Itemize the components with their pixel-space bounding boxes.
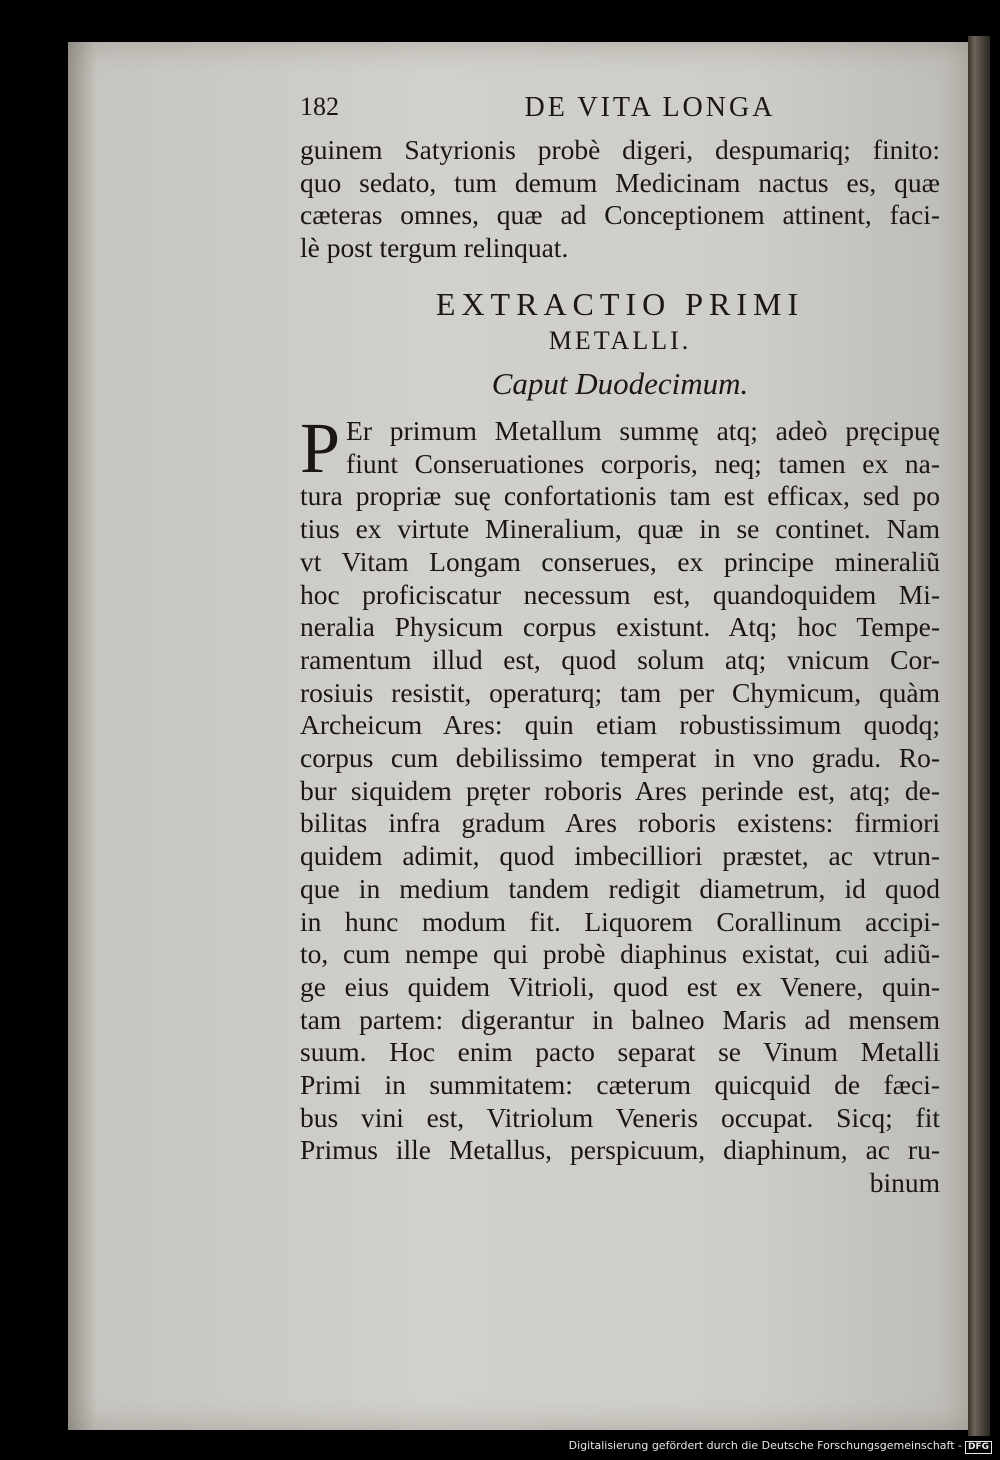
text-line: Primi in summitatem: cæterum quicquid de fæci- bbox=[300, 1069, 940, 1101]
text-line: quidem adimit, quod imbecilliori præstet, ac vtrun- bbox=[300, 840, 940, 872]
text-line: bilitas infra gradum Ares roboris existens: firmiori bbox=[300, 807, 940, 839]
text-line: que in medium tandem redigit diametrum, id quod bbox=[300, 872, 940, 904]
page-header bbox=[300, 92, 940, 126]
text-line: ge eius quidem Vitrioli, quod est ex Venere, quin- bbox=[300, 970, 940, 1002]
text-line: to, cum nempe qui probè diaphinus existat, cui adiũ- bbox=[300, 938, 940, 970]
text-line: cæteras omnes, quæ ad Conceptionem attinent, faci- bbox=[300, 199, 940, 231]
text-line: Primus ille Metallus, perspicuum, diaphinum, ac ru- bbox=[300, 1134, 940, 1166]
text-line: suum. Hoc enim pacto separat se Vinum Metalli bbox=[300, 1036, 940, 1068]
running-title: DE VITA LONGA bbox=[524, 92, 776, 123]
catchword: binum bbox=[869, 1167, 940, 1199]
text-line: tius ex virtute Mineralium, quæ in se continet. Nam bbox=[300, 513, 940, 545]
text-line: hoc proficiscatur necessum est, quandoquidem Mi- bbox=[300, 578, 940, 610]
text-line: quo sedato, tum demum Medicinam nactus es, quæ bbox=[300, 166, 940, 198]
text-line: tam partem: digerantur in balneo Maris ad mensem bbox=[300, 1003, 940, 1035]
text-line: guinem Satyrionis probè digeri, despumariq; finito: bbox=[300, 134, 940, 165]
text-line: ramentum illud est, quod solum atq; vnicum Cor- bbox=[300, 643, 940, 675]
page-number: 182 bbox=[300, 92, 339, 121]
text-line: vt Vitam Longam conserues, ex principe mineraliũ bbox=[300, 545, 940, 577]
text-line: bus vini est, Vitriolum Veneris occupat. Sicq; fit bbox=[300, 1101, 940, 1133]
text-line: rosiuis resistit, operaturq; tam per Chymicum, quàm bbox=[300, 676, 940, 708]
text-line: tura propriæ suę confortationis tam est efficax, sed po bbox=[300, 480, 940, 512]
intro-paragraph bbox=[300, 134, 940, 265]
chapter-title: Caput Duodecimum. bbox=[491, 366, 749, 401]
text-line: bur siquidem pręter roboris Ares perinde est, atq; de- bbox=[300, 774, 940, 806]
section-subheading: METALLI. bbox=[548, 326, 692, 355]
text-line: neralia Physicum corpus existunt. Atq; hoc Tempe- bbox=[300, 611, 940, 643]
text-line: lè post tergum relinquat. bbox=[300, 232, 569, 264]
body-paragraph bbox=[300, 408, 940, 1200]
section-heading: EXTRACTIO PRIMI bbox=[435, 286, 805, 322]
digitization-credit bbox=[569, 1439, 992, 1454]
dfg-logo-icon: DFG bbox=[965, 1441, 992, 1454]
text-line: in hunc modum fit. Liquorem Corallinum accipi- bbox=[300, 905, 940, 937]
text-line: fiunt Conseruationes corporis, neq; tamen ex na- bbox=[346, 447, 940, 479]
text-line: corpus cum debilissimo temperat in vno gradu. Ro- bbox=[300, 742, 940, 774]
page-edge bbox=[968, 36, 990, 1436]
text-line: Er primum Metallum summę atq; adeò pręcipuę bbox=[346, 415, 940, 446]
credit-text: Digitalisierung gefördert durch die Deutsche Forschungsgemeinschaft - bbox=[568, 1439, 962, 1452]
drop-cap: P bbox=[300, 408, 341, 488]
text-line: Archeicum Ares: quin etiam robustissimum quodq; bbox=[300, 709, 940, 741]
spine-shadow bbox=[68, 42, 96, 1430]
